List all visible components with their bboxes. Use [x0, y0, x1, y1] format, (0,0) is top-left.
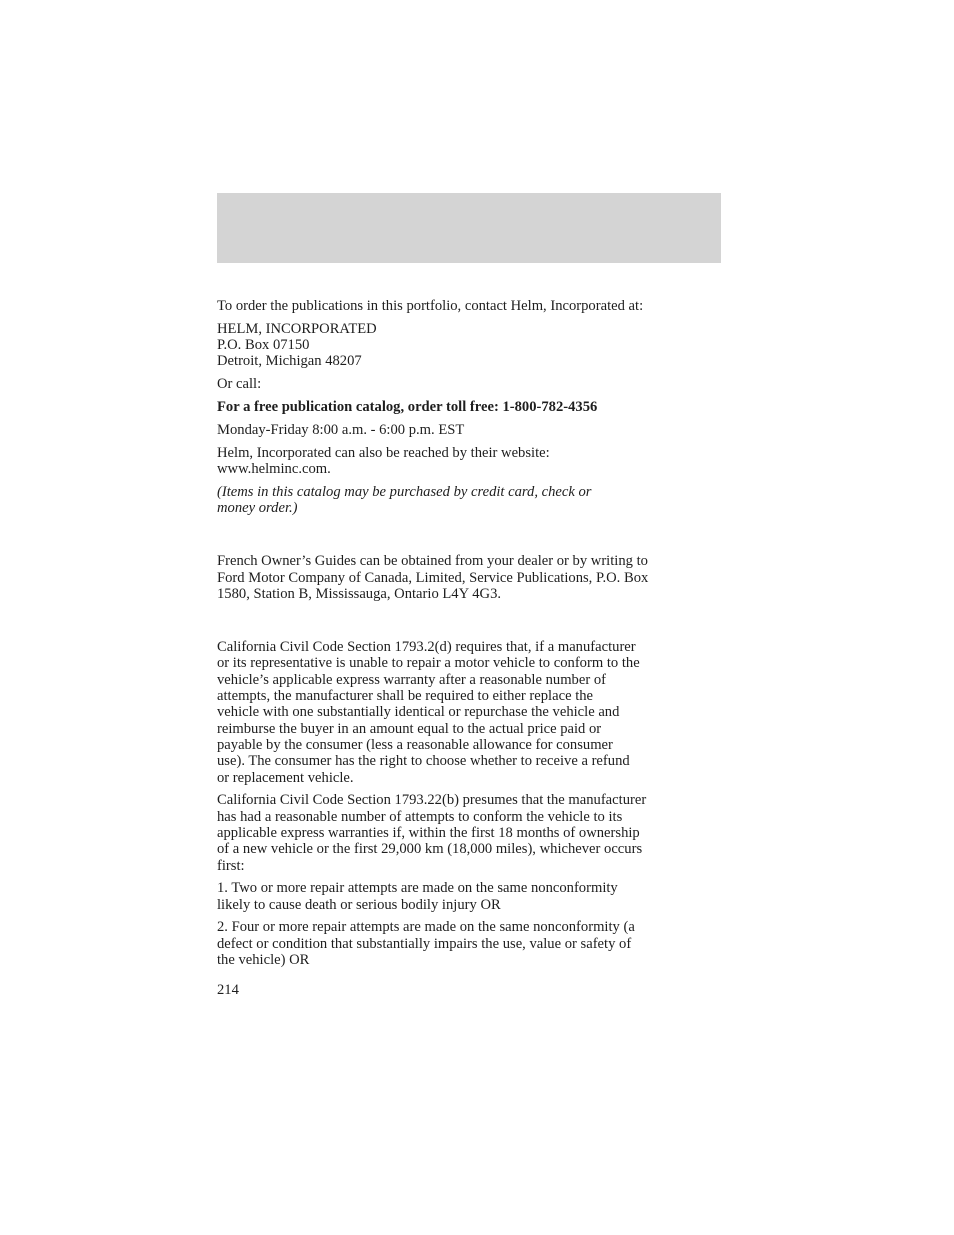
payment-note	[217, 484, 727, 517]
address-line: P.O. Box 07150	[217, 337, 310, 354]
california-line: vehicle’s applicable express warranty after a reasonable number of	[217, 671, 606, 688]
french-guides-line: French Owner’s Guides can be obtained from your dealer or by writing to	[217, 553, 648, 570]
french-guides-paragraph	[217, 553, 727, 602]
page-number: 214	[217, 982, 239, 998]
california-line: reimburse the buyer in an amount equal to the actual price paid or	[217, 720, 602, 737]
california-line: California Civil Code Section 1793.2(d) requires that, if a manufacturer	[217, 639, 636, 656]
website-text: Helm, Incorporated can also be reached by their website:	[217, 444, 550, 461]
website-url: www.helminc.com.	[217, 460, 331, 477]
list-item-line: defect or condition that substantially impairs the use, value or safety of	[217, 935, 632, 952]
payment-note-line: (Items in this catalog may be purchased by credit card, check or	[217, 483, 592, 500]
california-line: applicable express warranties if, within the first 18 months of ownership	[217, 824, 640, 841]
address-line: Detroit, Michigan 48207	[217, 353, 362, 370]
toll-free-line: For a free publication catalog, order toll free: 1-800-782-4356	[217, 398, 598, 415]
list-item-line: 2. Four or more repair attempts are made on the same nonconformity (a	[217, 919, 635, 936]
california-line: California Civil Code Section 1793.22(b) presumes that the manufacturer	[217, 792, 647, 809]
mailing-address	[217, 321, 727, 370]
california-line: or replacement vehicle.	[217, 769, 354, 786]
list-item-line: 1. Two or more repair attempts are made on the same nonconformity	[217, 880, 618, 897]
french-guides-line: Ford Motor Company of Canada, Limited, Service Publications, P.O. Box	[217, 569, 649, 586]
or-call-text: Or call:	[217, 376, 262, 393]
california-section-1	[217, 639, 727, 786]
header-band	[217, 193, 721, 263]
payment-note-line: money order.)	[217, 499, 298, 516]
california-line: use). The consumer has the right to choose whether to receive a refund	[217, 753, 630, 770]
california-line: vehicle with one substantially identical or repurchase the vehicle and	[217, 704, 620, 721]
california-line: or its representative is unable to repair a motor vehicle to conform to the	[217, 655, 640, 672]
california-line: has had a reasonable number of attempts to conform the vehicle to its	[217, 808, 623, 825]
list-item-line: likely to cause death or serious bodily injury OR	[217, 896, 501, 913]
page-content	[217, 298, 727, 975]
address-line: HELM, INCORPORATED	[217, 320, 377, 337]
list-item-2	[217, 919, 727, 968]
ordering-intro: To order the publications in this portfolio, contact Helm, Incorporated at:	[217, 298, 644, 314]
california-line: of a new vehicle or the first 29,000 km (18,000 miles), whichever occurs	[217, 841, 643, 858]
california-line: first:	[217, 857, 245, 874]
business-hours: Monday-Friday 8:00 a.m. - 6:00 p.m. EST	[217, 421, 465, 438]
california-section-2	[217, 792, 727, 873]
california-line: attempts, the manufacturer shall be required to either replace the	[217, 688, 594, 705]
french-guides-line: 1580, Station B, Mississauga, Ontario L4Y 4G3.	[217, 585, 502, 602]
california-line: payable by the consumer (less a reasonable allowance for consumer	[217, 736, 613, 753]
website-info	[217, 445, 727, 478]
list-item-line: the vehicle) OR	[217, 952, 310, 968]
list-item-1	[217, 880, 727, 913]
